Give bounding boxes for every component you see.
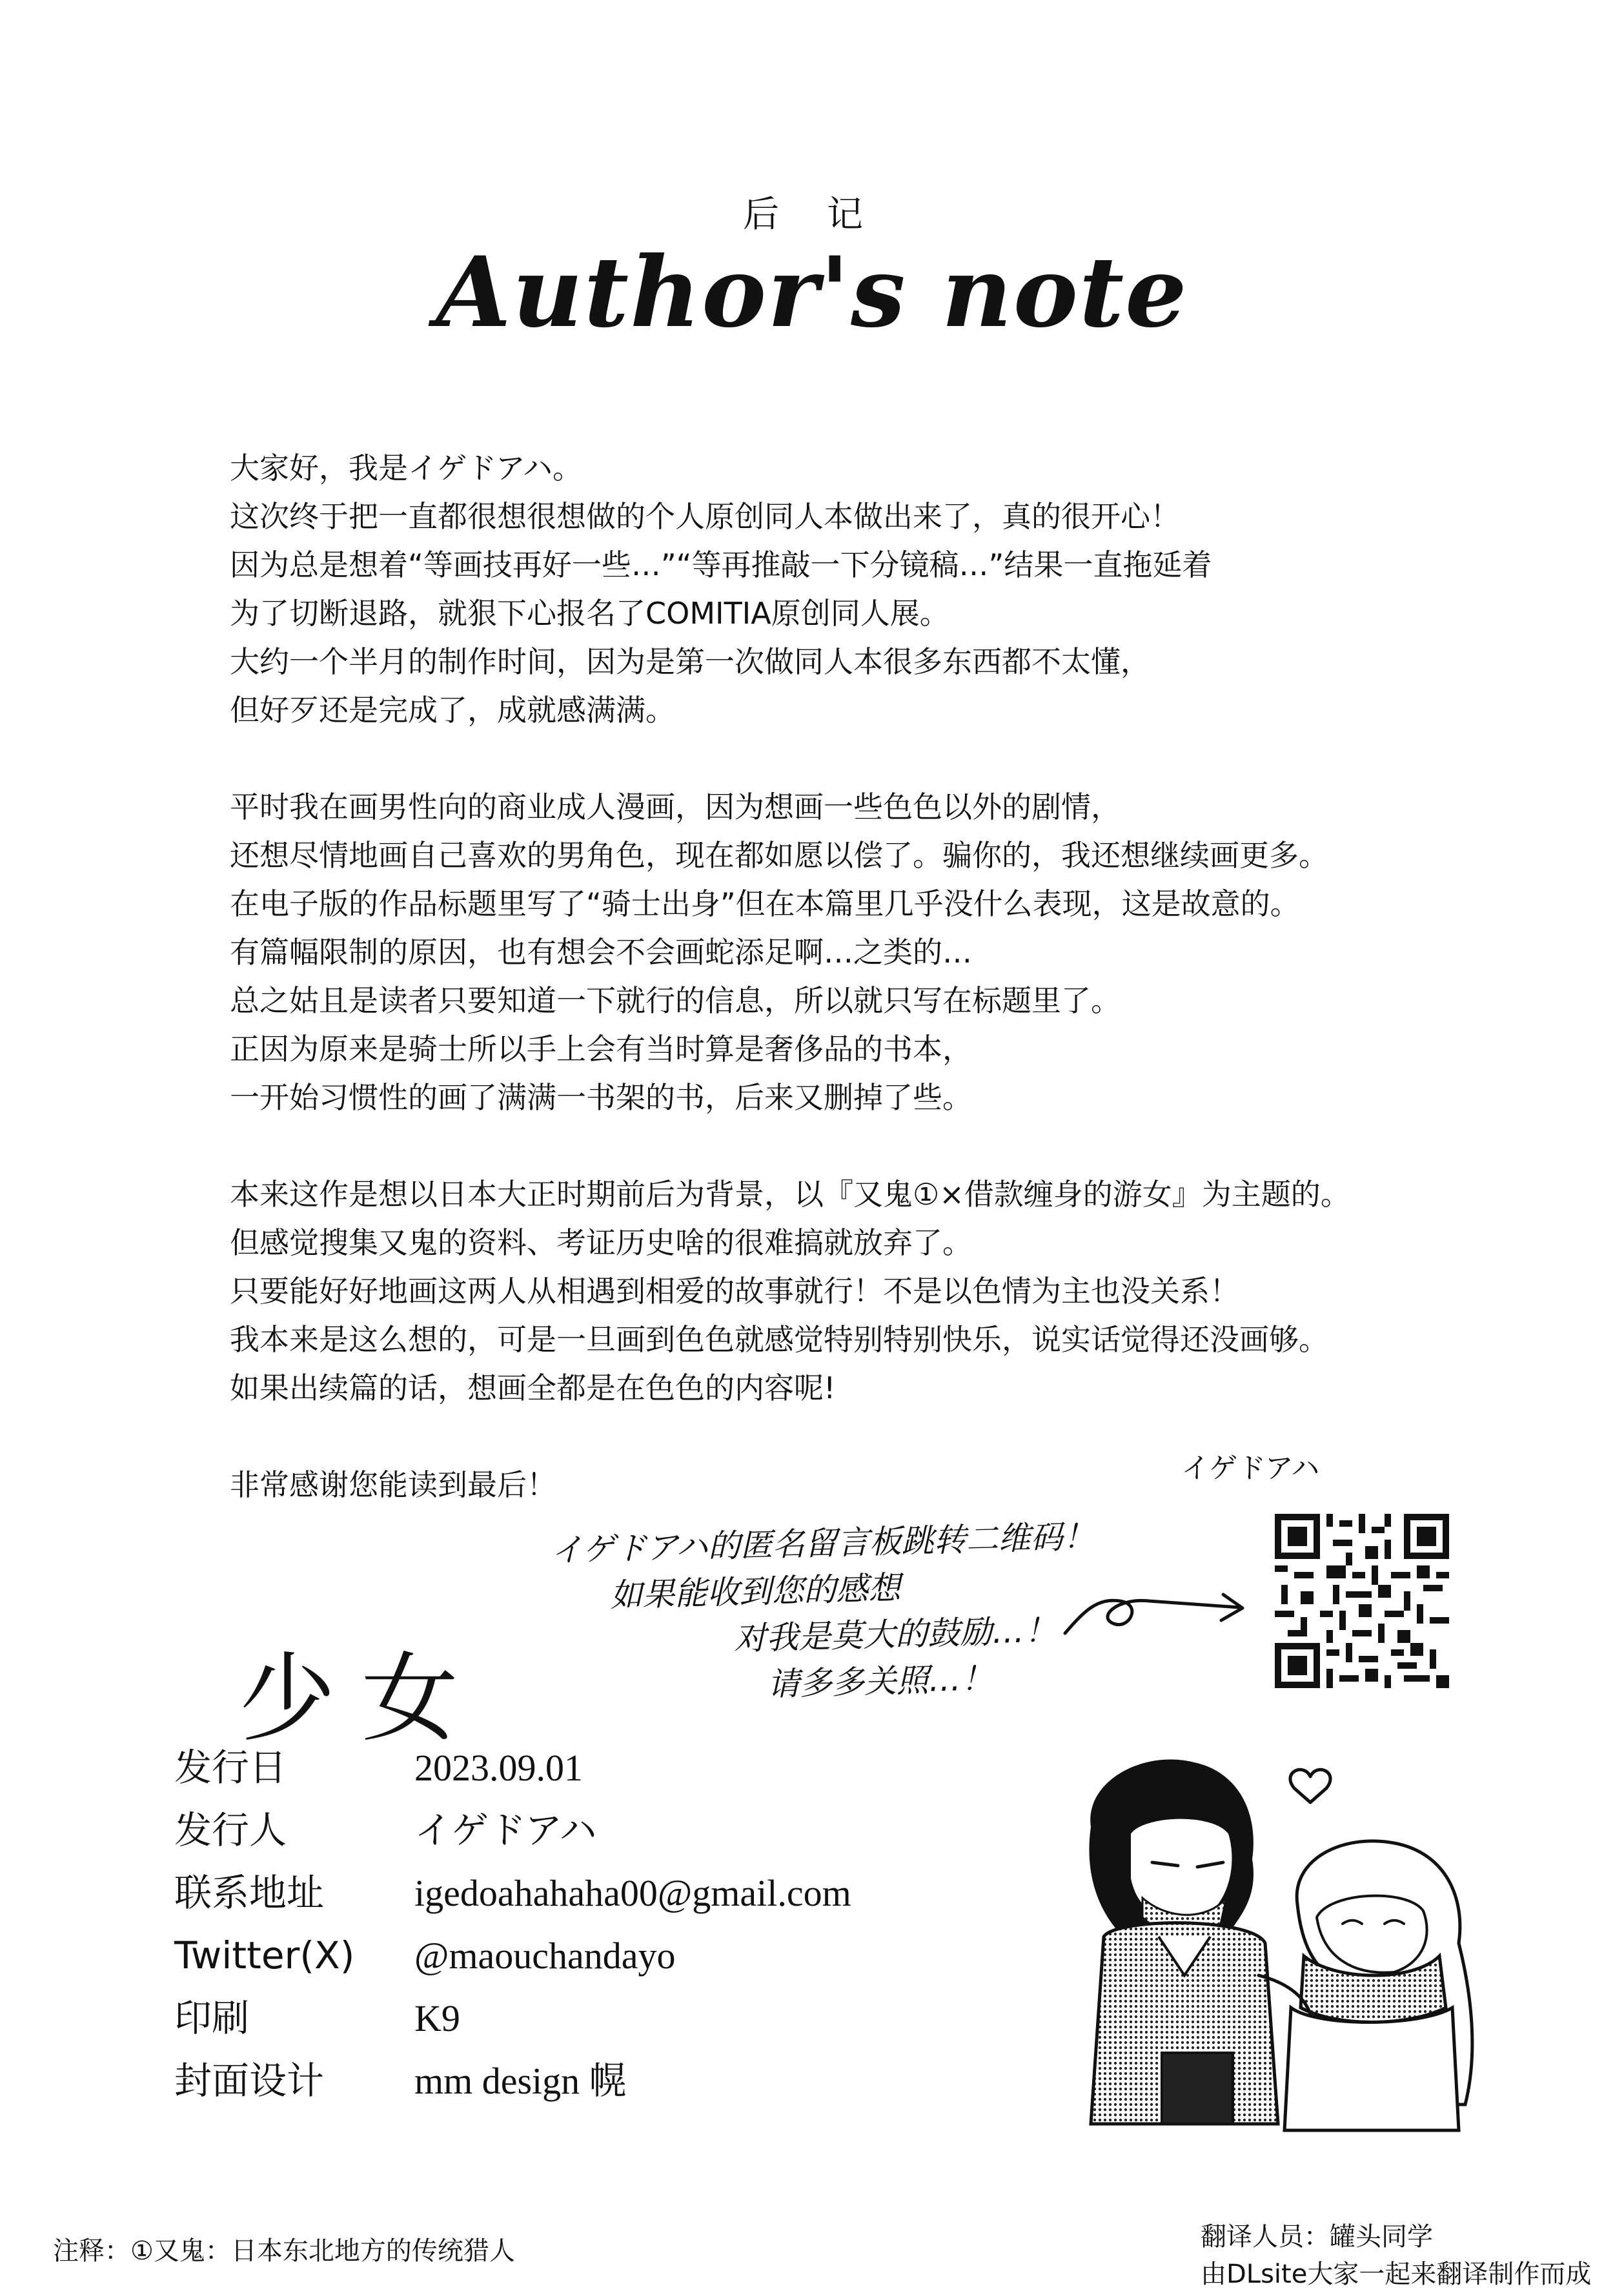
note-line: 对我是莫大的鼓励…！ — [733, 1611, 1057, 1658]
row-value: 2023.09.01 — [414, 1747, 583, 1789]
afterword-label: 后 记 — [743, 194, 881, 236]
text-line: 但好歹还是完成了，成就感满满。 — [230, 693, 675, 728]
paragraph-2 — [230, 783, 1430, 1122]
text-line: 本来这作是想以日本大正时期前后为背景，以『又鬼①×借款缠身的游女』为主题的。 — [230, 1177, 1350, 1212]
character-illustration — [1046, 1704, 1497, 2143]
row-label: Twitter(X) — [174, 1933, 355, 1977]
text-line: 大约一个半月的制作时间，因为是第一次做同人本很多东西都不太懂， — [230, 644, 1150, 679]
text-line: 总之姑且是读者只要知道一下就行的信息，所以就只写在标题里了。 — [230, 983, 1121, 1018]
afterword-body — [230, 444, 1430, 1558]
note-line: 如果能收到您的感想 — [609, 1569, 901, 1615]
page-title: Author's note — [436, 236, 1188, 349]
book-title: 少女 — [239, 1643, 485, 1755]
text-line: 有篇幅限制的原因，也有想会不会画蛇添足啊…之类的… — [230, 935, 972, 970]
text-line: 非常感谢您能读到最后！ — [230, 1467, 556, 1502]
paragraph-3 — [230, 1170, 1430, 1412]
paragraph-1 — [230, 444, 1430, 735]
row-label: 印刷 — [174, 1996, 250, 2040]
qr-code-icon[interactable] — [1275, 1514, 1449, 1688]
footnote: 注释：①又鬼：日本东北地方的传统猎人 — [53, 2236, 515, 2266]
note-line: イゲドアハ的匿名留言板跳转二维码！ — [550, 1517, 1096, 1569]
note-line: 请多多关照…！ — [767, 1660, 994, 1704]
credit-line: 翻译人员：罐头同学 — [1201, 2222, 1433, 2252]
credit-line: 由DLsite大家一起来翻译制作而成 — [1201, 2259, 1592, 2289]
heart-icon — [1290, 1769, 1330, 1802]
row-value: イゲドアハ — [414, 1809, 597, 1851]
row-label: 发行日 — [174, 1746, 287, 1789]
text-line: 还想尽情地画自己喜欢的男角色，现在都如愿以偿了。骗你的，我还想继续画更多。 — [230, 838, 1328, 873]
row-label: 联系地址 — [174, 1871, 325, 1915]
twitter-handle-link[interactable]: @maouchandayo — [414, 1935, 676, 1977]
text-line: 一开始习惯性的画了满满一书架的书，后来又删掉了些。 — [230, 1080, 972, 1115]
translation-credits — [1201, 2218, 1591, 2293]
text-line: 平时我在画男性向的商业成人漫画，因为想画一些色色以外的剧情， — [230, 790, 1121, 824]
text-line: 为了切断退路，就狠下心报名了COMITIA原创同人展。 — [230, 596, 949, 631]
text-line: 大家好，我是イゲドアハ。 — [230, 451, 583, 485]
email-link[interactable]: igedoahahaha00@gmail.com — [414, 1872, 851, 1914]
text-line: 只要能好好地画这两人从相遇到相爱的故事就行！不是以色情为主也没关系！ — [230, 1274, 1239, 1309]
row-label: 封面设计 — [174, 2059, 325, 2103]
row-label: 发行人 — [174, 1808, 287, 1852]
text-line: 在电子版的作品标题里写了“骑士出身”但在本篇里几乎没什么表现，这是故意的。 — [230, 886, 1300, 921]
text-line: 正因为原来是骑士所以手上会有当时算是奢侈品的书本， — [230, 1032, 972, 1066]
arrow-icon — [1059, 1572, 1252, 1643]
text-line: 但感觉搜集又鬼的资料、考证历史啥的很难搞就放弃了。 — [230, 1225, 972, 1260]
text-line: 如果出续篇的话，想画全都是在色色的内容呢! — [230, 1371, 836, 1405]
text-line: 这次终于把一直都很想很想做的个人原创同人本做出来了，真的很开心！ — [230, 499, 1180, 534]
author-signature: イゲドアハ — [1181, 1452, 1320, 1485]
row-value: mm design 幌 — [414, 2060, 627, 2102]
text-line: 因为总是想着“等画技再好一些…”“等再推敲一下分镜稿…”结果一直拖延着 — [230, 547, 1212, 582]
text-line: 我本来是这么想的，可是一旦画到色色就感觉特别特别快乐，说实话觉得还没画够。 — [230, 1322, 1328, 1357]
row-value: K9 — [414, 1997, 460, 2039]
